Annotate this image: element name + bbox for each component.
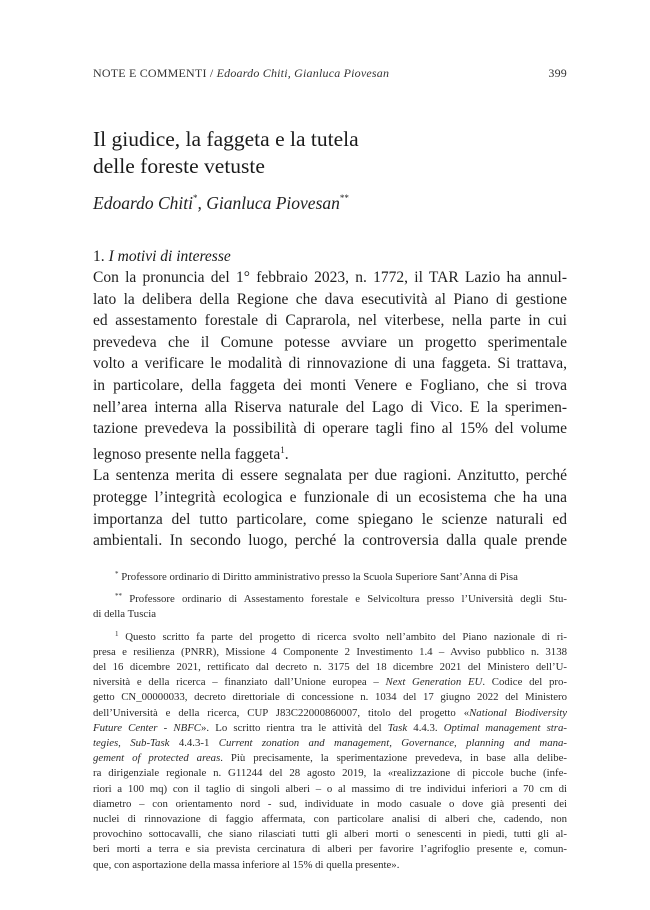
footnote-mark: * — [115, 570, 119, 578]
footnote-line — [93, 567, 567, 585]
text-run-italic: Optimal management stra- — [443, 721, 567, 734]
footnote-line — [93, 627, 567, 645]
text-run: 4.4.3. — [407, 721, 444, 734]
footnote-line: beri morti a terra e sia prevista cercinatura di alberi per favorire l’agrifoglio presente e, comun- — [93, 843, 567, 856]
text-run-italic: National Biodiversity — [469, 706, 567, 719]
footnote-mark[interactable]: * — [192, 193, 198, 203]
text-line: nell’area interna alla Riserva naturale del Lago di Vico. E la sperimen- — [93, 398, 567, 416]
footnote-line: que, con asportazione della massa inferiore al 15% di quella presente». — [93, 858, 400, 871]
article-authors — [93, 193, 567, 214]
text-run: legnoso presente nella faggeta — [93, 445, 281, 463]
paragraph — [93, 465, 567, 551]
footnote-line — [93, 706, 567, 721]
footnote-line: ra dirigenziale regionale n. G11244 del 28 agosto 2019, la «realizzazione di piccole buche (infe- — [93, 767, 567, 780]
footnote-line: riori a 100 mq) con il taglio di singoli alberi – o al massimo di tre individui inferiori a 70 cm di — [93, 782, 567, 795]
footnote-mark: 1 — [115, 629, 119, 638]
footnote-text: Questo scritto fa parte del progetto di ricerca svolto nell’ambito del Piano nazionale di ri- — [125, 630, 568, 643]
text-run-italic: Future Center - NBFC — [93, 721, 201, 734]
text-run-italic: Current zonation and management, Governance, planning and mana- — [218, 737, 567, 750]
footnote — [93, 567, 567, 585]
article-title — [93, 126, 567, 180]
footnote-line: diametro – con orientamento nord - sud, individuate in modo casuale o dove già presenti dei — [93, 797, 567, 810]
footnote-line — [93, 736, 567, 751]
text-line: prevedeva che il Comune potesse avviare un progetto sperimentale — [93, 333, 567, 351]
footnote-line: getto CN_00000033, decreto direttoriale di concessione n. 1034 del 17 giugno 2022 del Ministero — [93, 691, 567, 704]
text-line — [93, 440, 567, 466]
text-run: ». Lo scritto rientra tra le attività del — [201, 721, 388, 734]
text-line: ed assestamento forestale di Caprarola, nel viterbese, nella parte in cui — [93, 312, 567, 330]
section-number: 1. — [93, 248, 105, 265]
text-run: dell’Università e della ricerca, CUP J83C22000860007, titolo del progetto « — [93, 706, 470, 719]
running-head-section: NOTE E COMMENTI — [93, 66, 207, 80]
text-run: . Codice del pro- — [482, 676, 567, 689]
running-head-authors: Edoardo Chiti, Gianluca Piovesan — [216, 66, 390, 80]
text-run: 4.4.3-1 — [169, 737, 219, 750]
text-line: La sentenza merita di essere segnalata per due ragioni. Anzitutto, perché — [93, 467, 567, 485]
text-run: niversità e della ricerca – finanziato dall’Unione europea – — [93, 676, 386, 689]
footnote-line: nuclei di rinnovazione di faggio affermata, con particolare analisi di alberi che, cadendo, non — [93, 813, 567, 826]
body-text — [93, 267, 567, 552]
footnote-line — [93, 675, 567, 690]
text-run-italic: gement of protected areas — [93, 752, 221, 765]
text-line: lato la delibera della Regione che dava esecutività al Piano di gestione — [93, 290, 567, 308]
footnote-line — [93, 721, 567, 736]
footnote-line — [93, 751, 567, 766]
footnote-ref[interactable]: 1 — [280, 444, 285, 455]
footnote-text: Professore ordinario di Assestamento forestale e Selvicoltura presso l’Università degli Stu- — [129, 593, 567, 606]
title-line-2: delle foreste vetuste — [93, 154, 265, 178]
footnote-mark[interactable]: ** — [339, 193, 349, 203]
text-run-italic: Task — [387, 721, 408, 734]
text-line: protegge l’integrità ecologica e funzionale di un ecosistema che ha una — [93, 488, 567, 506]
author-name: Gianluca Piovesan — [206, 193, 340, 213]
footnote — [93, 627, 567, 873]
text-run: . Più precisamente, la sperimentazione prevedeva, in base alla delibe- — [220, 752, 567, 765]
text-line: Con la pronuncia del 1° febbraio 2023, n. 1772, il TAR Lazio ha annul- — [93, 269, 567, 286]
title-line-1: Il giudice, la faggeta e la tutela — [93, 127, 359, 151]
text-line: in particolare, della faggeta dei monti Venere e Fogliano, che si trova — [93, 376, 567, 394]
text-line: tazione prevedeva la possibilità di operare tagli fino al 15% del volume — [93, 420, 567, 438]
footnote-mark: ** — [115, 592, 122, 601]
text-run-italic: Next Generation EU — [385, 676, 483, 689]
running-head — [93, 66, 567, 81]
text-run: . — [284, 445, 289, 463]
section-title: I motivi di interesse — [108, 248, 231, 265]
footnote-line: di della Tuscia — [93, 608, 156, 621]
footnote-line: del 16 dicembre 2021, rettificato dal decreto n. 3175 del 18 dicembre 2021 del Ministero dell’U- — [93, 661, 567, 674]
footnote-line: presa e resilienza (PNRR), Missione 4 Componente 2 Investimento 1.4 – Avviso pubblico n. 3138 — [93, 645, 567, 658]
section-heading — [93, 248, 567, 266]
running-head-separator: / — [206, 66, 217, 80]
author-separator: , — [197, 193, 207, 213]
footnote-text: Professore ordinario di Diritto amministrativo presso la Scuola Superiore Sant’Anna di Pisa — [121, 571, 518, 583]
text-line: volto a verificare le modalità di rinnovazione di una faggeta. Si trattava, — [93, 355, 567, 373]
author-name: Edoardo Chiti — [93, 193, 193, 213]
paragraph — [93, 267, 567, 465]
text-line: ambientali. In secondo luogo, perché la controversia dalla quale prende — [93, 532, 567, 550]
footnotes — [93, 567, 567, 877]
text-line: importanza del tutto particolare, come spiegano le scienze naturali ed — [93, 510, 567, 528]
footnote — [93, 589, 567, 622]
footnote-line: provochino sottocavalli, che siano rilasciati tutti gli alberi morti o senescenti in piedi, tutti gli al- — [93, 828, 567, 841]
footnote-line — [93, 589, 567, 607]
text-run-italic: tegies, Sub-Task — [93, 737, 170, 750]
page-number: 399 — [548, 66, 567, 80]
